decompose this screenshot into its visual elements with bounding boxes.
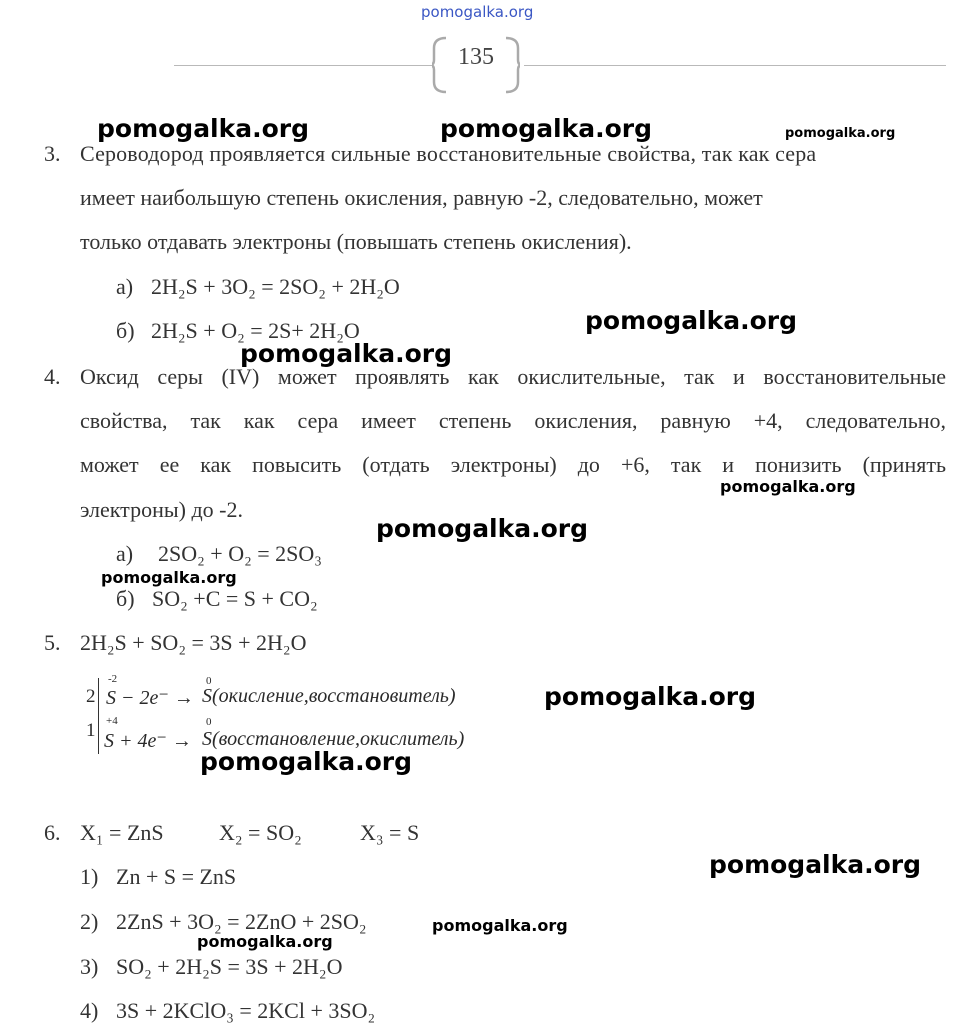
item4-line1: Оксид серы (IV) может проявлять как окислительные, так и восстановительные [80,364,946,389]
item3-line2: имеет наибольшую степень окисления, равную -2, следовательно, может [80,185,763,210]
balance-row2-left: S + 4e⁻ → [104,730,192,752]
item4-line4: электроны) до -2. [80,497,243,522]
watermark: pomogalka.org [544,682,757,711]
item6-step1-equation: Zn + S = ZnS [116,864,237,889]
watermark: pomogalka.org [200,747,413,776]
balance-row1-coef: 2 [86,686,96,707]
watermark: pomogalka.org [376,514,589,543]
item3-line1: Сероводород проявляется сильные восстановительные свойства, так как сера [80,141,817,166]
item6-step3-label: 3) [80,954,99,979]
item4-b-label: б) [116,586,135,611]
watermark: pomogalka.org [240,339,453,368]
item4-line3: может ее как повысить (отдать электроны) до +6, так и понизить (принять [80,452,946,477]
item3-number: 3. [44,141,61,166]
item3-b-equation: 2H₂S + O₂ = 2S+ 2H₂O [151,318,360,343]
item6-step2-equation: 2ZnS + 3O₂ = 2ZnO + 2SO₂ [116,909,367,934]
balance-row1-right: S(окисление,восстановитель) [202,685,456,707]
item3-b-label: б) [116,318,135,343]
item4-a-label: а) [116,541,134,566]
item6-x1: X₁ = ZnS [80,820,164,845]
item4-number: 4. [44,364,61,389]
item6-x2: X₂ = SO₂ [219,820,302,845]
watermark: pomogalka.org [440,114,653,143]
item5-equation: 2H₂S + SO₂ = 3S + 2H₂O [80,630,307,655]
page-number: 135 [458,44,494,70]
balance-row1-left: S − 2e⁻ → [106,687,194,709]
item3-a-label: а) [116,274,134,299]
page-number-badge [432,36,520,94]
item6-x3: X₃ = S [360,820,420,845]
item3-line3: только отдавать электроны (повышать степень окисления). [80,229,632,254]
item4-b-equation: SO₂ +C = S + CO₂ [152,586,318,611]
item4-a-equation: 2SO₂ + O₂ = 2SO₃ [158,541,322,566]
balance-row2-right: S(восстановление,окислитель) [202,728,465,750]
item3-a-equation: 2H₂S + 3O₂ = 2SO₂ + 2H₂O [151,274,400,299]
balance-row2-ox-right: 0 [206,716,212,728]
watermark: pomogalka.org [101,568,237,587]
watermark: pomogalka.org [432,916,568,935]
electron-balance [84,672,544,758]
balance-bar [98,678,99,754]
balance-row2-coef: 1 [86,720,96,741]
balance-row1-ox-right: 0 [206,675,212,687]
item4-line2: свойства, так как сера имеет степень окисления, равную +4, следовательно, [80,408,946,433]
header-watermark: pomogalka.org [421,3,534,21]
item6-step3-equation: SO₂ + 2H₂S = 3S + 2H₂O [116,954,343,979]
item6-number: 6. [44,820,61,845]
watermark: pomogalka.org [585,306,798,335]
watermark: pomogalka.org [720,477,856,496]
balance-row2-ox: +4 [106,715,118,727]
balance-row1-ox: -2 [108,673,118,685]
item5-number: 5. [44,630,61,655]
item6-step4-label: 4) [80,998,99,1023]
item6-step1-label: 1) [80,864,99,889]
item6-step2-label: 2) [80,909,99,934]
watermark: pomogalka.org [197,932,333,951]
watermark: pomogalka.org [709,850,922,879]
watermark: pomogalka.org [97,114,310,143]
watermark: pomogalka.org [785,126,896,141]
header-rule-right [524,65,946,66]
item6-step4-equation: 3S + 2KClO₃ = 2KCl + 3SO₂ [116,998,376,1023]
header-rule-left [174,65,432,66]
